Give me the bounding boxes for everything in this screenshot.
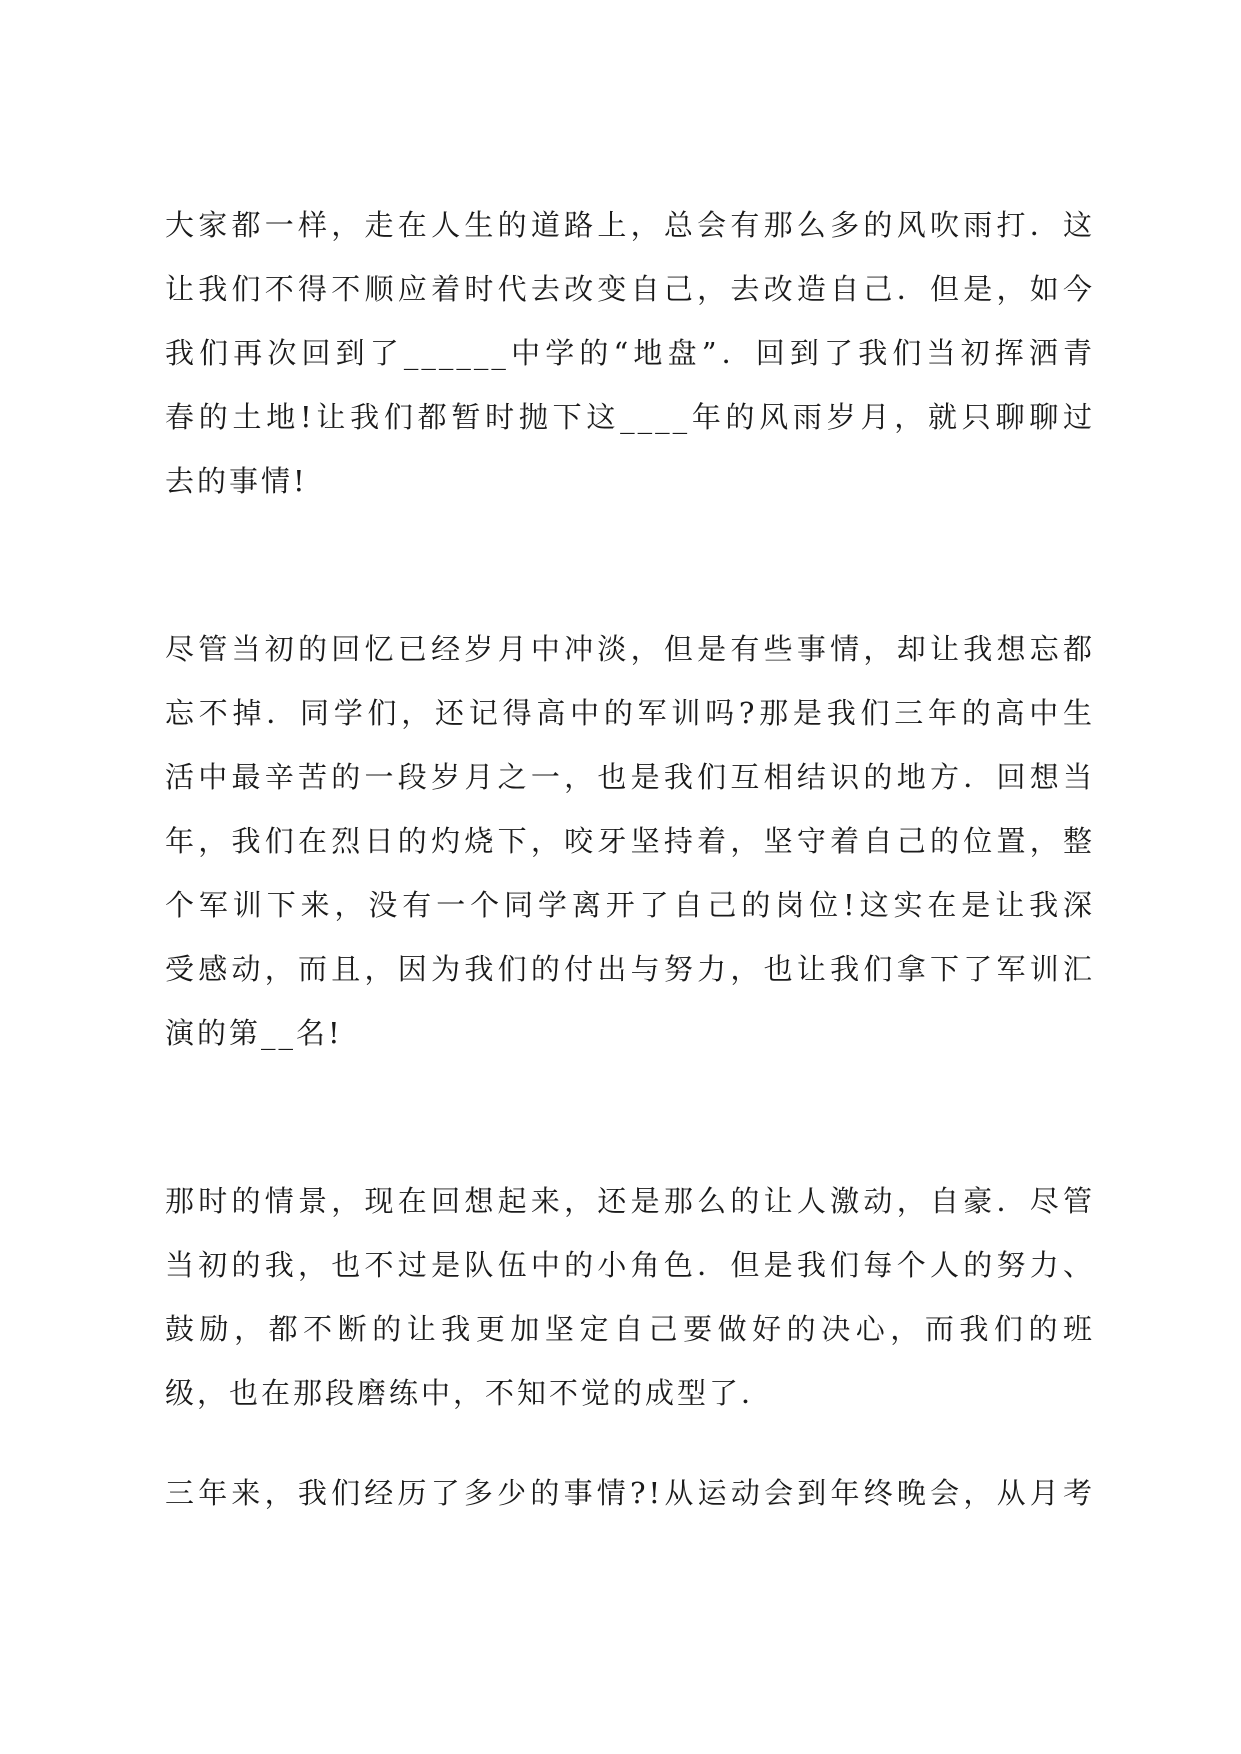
text-line: 春的土地!让我们都暂时抛下这____年的风雨岁月，就只聊聊过 bbox=[165, 400, 1095, 434]
text-line: 尽管当初的回忆已经岁月中冲淡，但是有些事情，却让我想忘都 bbox=[165, 632, 1095, 666]
text-line: 活中最辛苦的一段岁月之一，也是我们互相结识的地方．回想当 bbox=[165, 760, 1095, 794]
text-line: 个军训下来，没有一个同学离开了自己的岗位!这实在是让我深 bbox=[165, 888, 1095, 922]
paragraph-1 bbox=[165, 193, 1095, 513]
paragraph-3 bbox=[165, 1169, 1095, 1425]
text-line: 三年来，我们经历了多少的事情?!从运动会到年终晚会，从月考 bbox=[165, 1476, 1095, 1510]
text-line: 去的事情! bbox=[165, 464, 308, 498]
text-line: 让我们不得不顺应着时代去改变自己，去改造自己．但是，如今 bbox=[165, 272, 1095, 306]
text-line: 大家都一样，走在人生的道路上，总会有那么多的风吹雨打．这 bbox=[165, 208, 1095, 242]
text-line: 那时的情景，现在回想起来，还是那么的让人激动，自豪．尽管 bbox=[165, 1184, 1095, 1218]
text-line: 当初的我，也不过是队伍中的小角色．但是我们每个人的努力、 bbox=[165, 1248, 1095, 1282]
text-line: 演的第__名! bbox=[165, 1016, 343, 1050]
text-line: 鼓励，都不断的让我更加坚定自己要做好的决心，而我们的班 bbox=[165, 1312, 1095, 1346]
paragraph-2 bbox=[165, 617, 1095, 1065]
text-line: 忘不掉．同学们，还记得高中的军训吗?那是我们三年的高中生 bbox=[165, 696, 1095, 730]
text-line: 我们再次回到了______中学的“地盘”．回到了我们当初挥洒青 bbox=[165, 336, 1095, 370]
text-line: 受感动，而且，因为我们的付出与努力，也让我们拿下了军训汇 bbox=[165, 952, 1095, 986]
paragraph-4 bbox=[165, 1461, 1095, 1525]
text-line: 年，我们在烈日的灼烧下，咬牙坚持着，坚守着自己的位置，整 bbox=[165, 824, 1095, 858]
text-line: 级，也在那段磨练中，不知不觉的成型了． bbox=[165, 1376, 774, 1410]
